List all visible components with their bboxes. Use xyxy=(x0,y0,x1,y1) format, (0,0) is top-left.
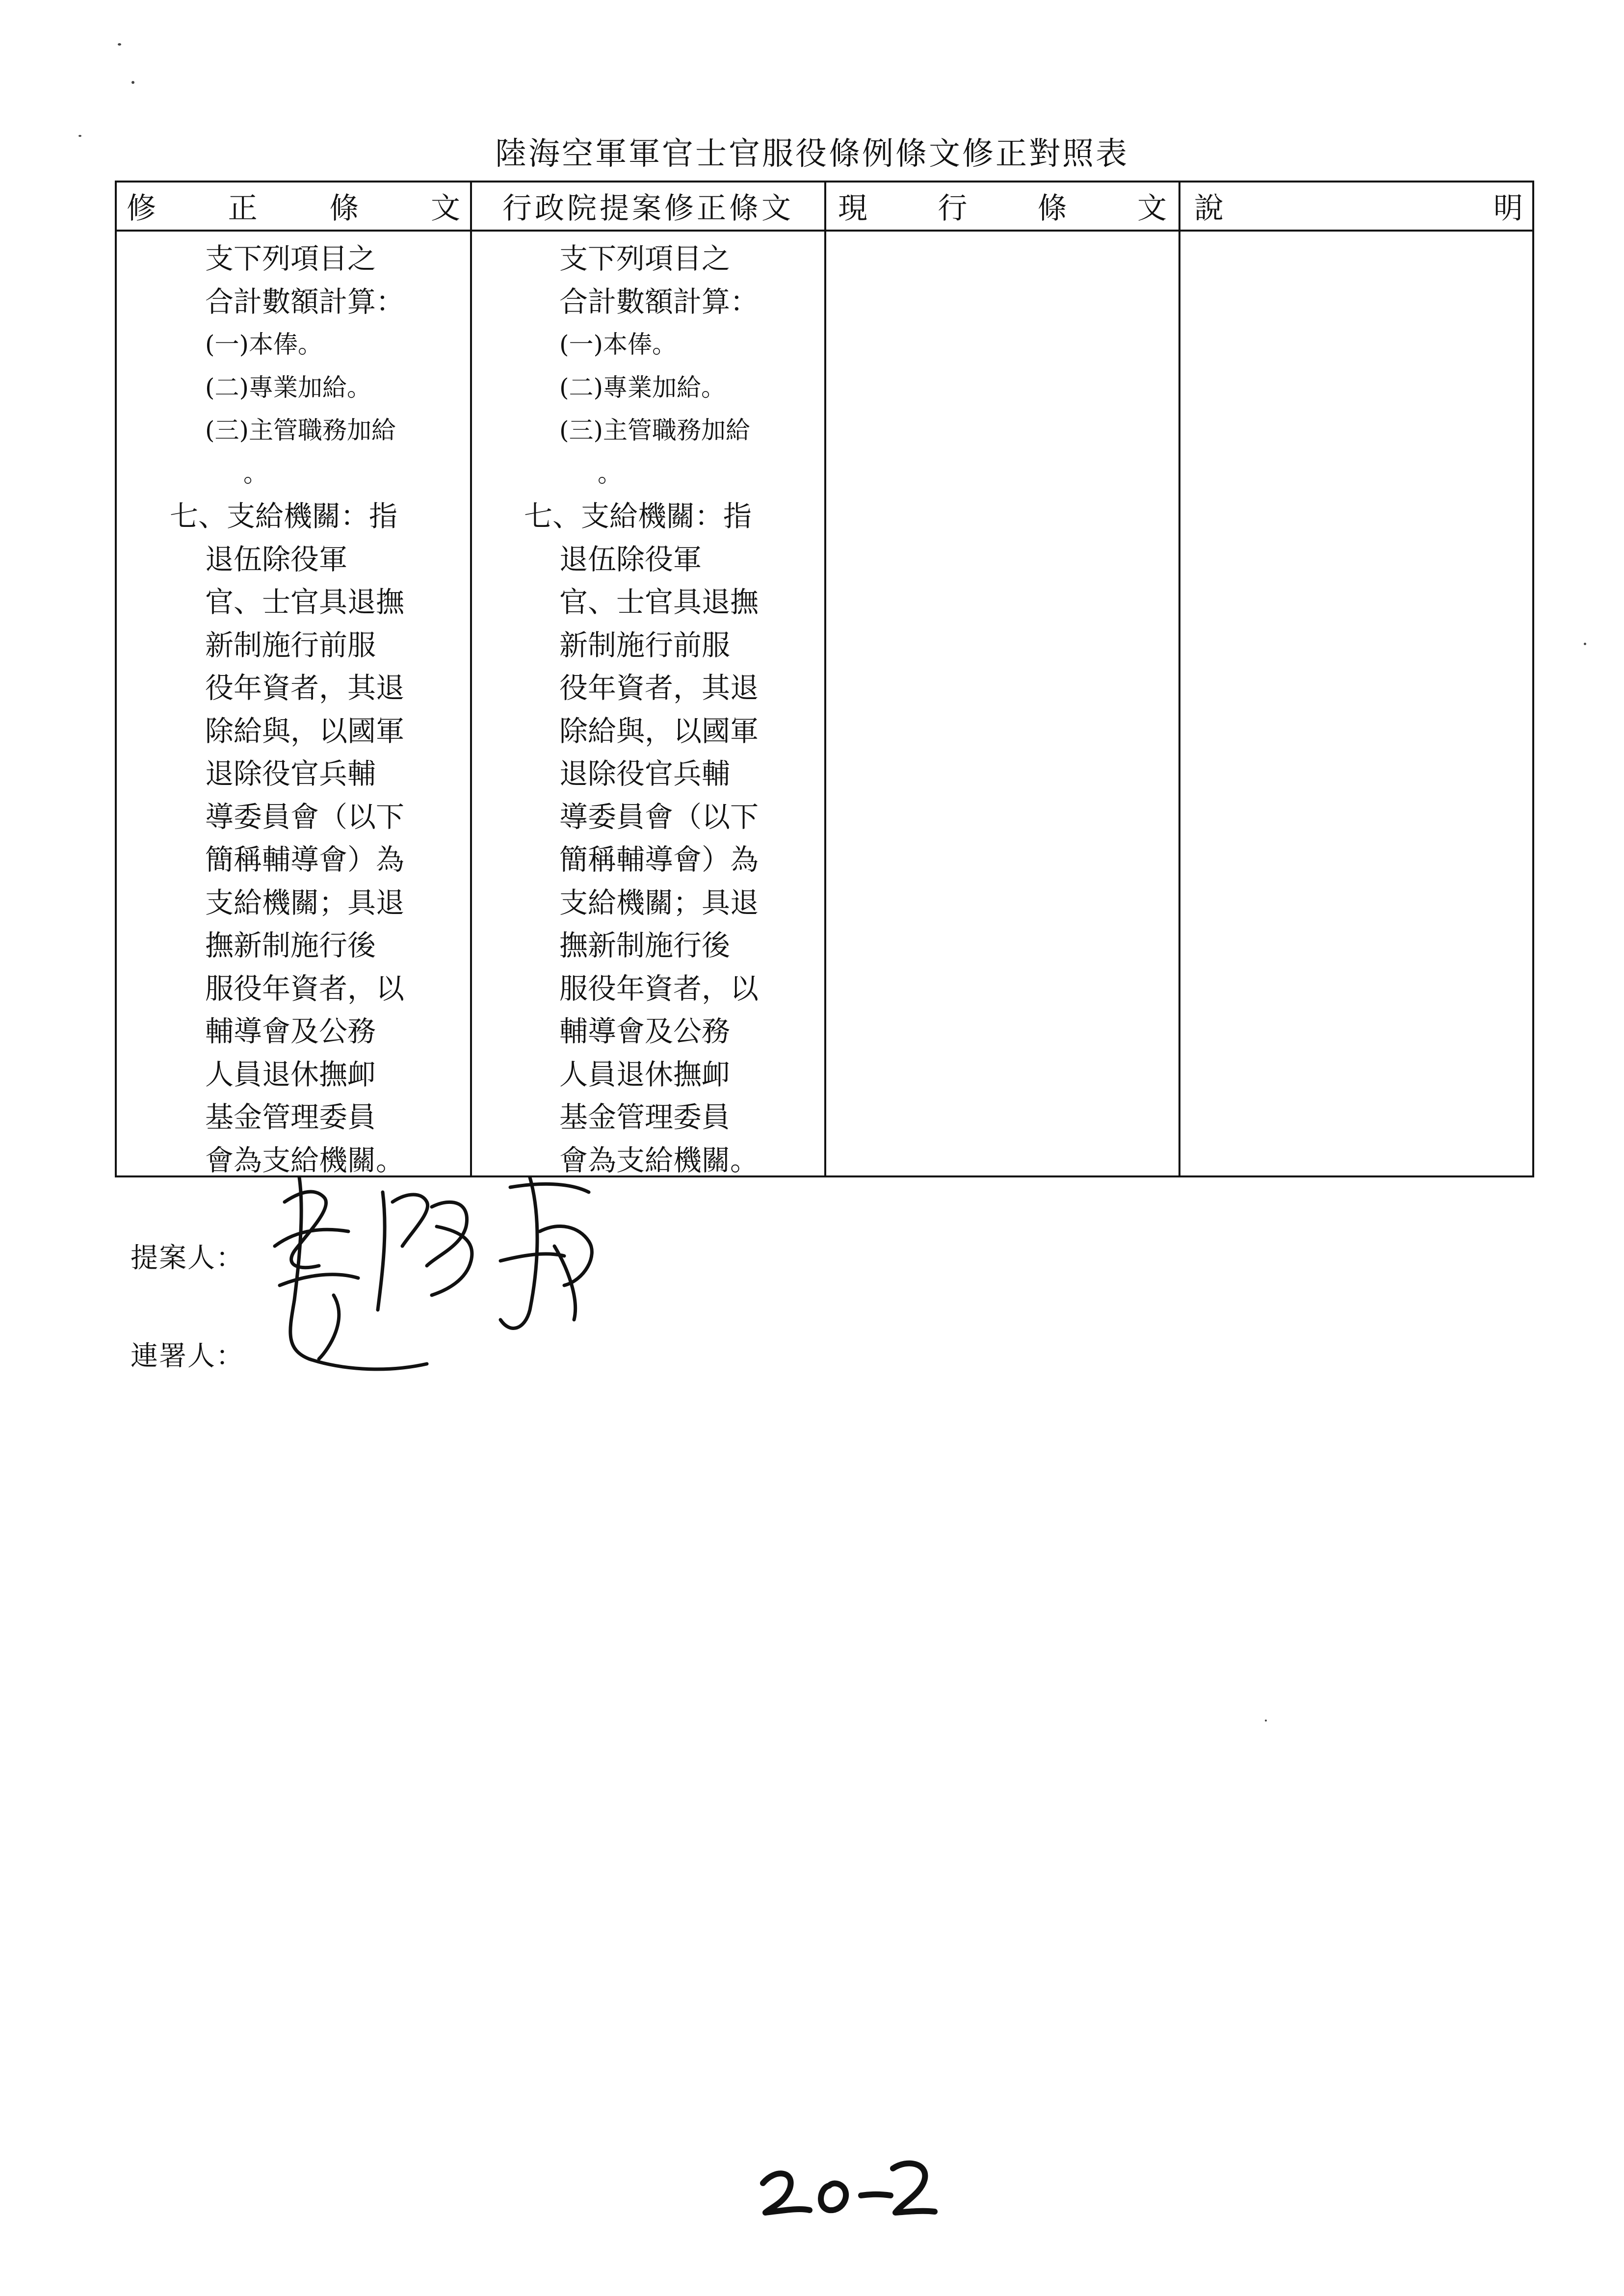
text-line: 支下列項目之 xyxy=(205,242,376,275)
text-line: 退伍除役軍 xyxy=(559,542,702,576)
scan-speck xyxy=(1584,643,1586,645)
text-line: 人員退休撫卹 xyxy=(205,1057,376,1091)
scan-speck xyxy=(1265,1720,1267,1722)
text-line: 基金管理委員 xyxy=(559,1100,731,1134)
handwritten-page-number xyxy=(756,2149,942,2227)
header-char: 正 xyxy=(228,191,258,226)
text-line: 支下列項目之 xyxy=(559,242,731,275)
header-char: 文 xyxy=(430,191,460,226)
header-char: 行 xyxy=(938,191,968,226)
text-line: 簡稱輔導會）為 xyxy=(559,843,759,876)
amended-article-text xyxy=(170,237,404,1182)
text-line: 撫新制施行後 xyxy=(205,929,376,962)
text-line: 服役年資者，以 xyxy=(205,971,405,1005)
header-char: 條 xyxy=(1037,191,1067,226)
text-line: 服役年資者，以 xyxy=(559,971,759,1005)
text-line: 七、支給機關：指 xyxy=(524,499,752,533)
text-line: 退除役官兵輔 xyxy=(559,757,731,790)
text-line: (二)專業加給。 xyxy=(205,373,372,402)
header-explanation xyxy=(1194,183,1523,230)
text-line: 輔導會及公務 xyxy=(559,1015,731,1048)
text-line: 支給機關；具退 xyxy=(559,886,759,919)
text-line: 導委員會（以下 xyxy=(559,800,759,834)
text-line: 退除役官兵輔 xyxy=(205,757,376,790)
text-line: 會為支給機關。 xyxy=(205,1143,405,1177)
scan-speck xyxy=(131,81,134,84)
header-divider xyxy=(117,230,1532,232)
document-title: 陸海空軍軍官士官服役條例條文修正對照表 xyxy=(495,136,1129,172)
text-line: 。 xyxy=(243,459,268,488)
text-line: 導委員會（以下 xyxy=(205,800,405,834)
text-line: 新制施行前服 xyxy=(559,628,731,662)
text-line: 。 xyxy=(598,459,622,488)
text-line: (一)本俸。 xyxy=(205,330,323,359)
cosigner-label: 連署人： xyxy=(131,1340,244,1372)
text-line: 役年資者，其退 xyxy=(205,671,405,704)
text-line: 簡稱輔導會）為 xyxy=(205,843,405,876)
header-current-article xyxy=(838,183,1167,230)
text-line: 合計數額計算： xyxy=(205,285,405,318)
executive-yuan-article-text xyxy=(524,237,759,1182)
scan-speck xyxy=(118,43,121,46)
header-char: 文 xyxy=(1137,191,1167,226)
header-executive-yuan-article xyxy=(479,183,817,230)
header-amended-article xyxy=(127,183,460,230)
header-char: 修 xyxy=(127,191,156,226)
text-line: 會為支給機關。 xyxy=(559,1143,759,1177)
text-line: 輔導會及公務 xyxy=(205,1015,376,1048)
header-label: 行政院提案修正條文 xyxy=(502,191,794,226)
text-line: 人員退休撫卹 xyxy=(559,1057,731,1091)
header-char: 說 xyxy=(1194,191,1224,226)
text-line: 合計數額計算： xyxy=(559,285,759,318)
text-line: (三)主管職務加給 xyxy=(559,416,751,444)
column-divider xyxy=(1179,183,1180,1175)
text-line: (二)專業加給。 xyxy=(559,373,726,402)
text-line: 新制施行前服 xyxy=(205,628,376,662)
header-char: 現 xyxy=(838,191,867,226)
text-line: (三)主管職務加給 xyxy=(205,416,396,444)
text-line: 基金管理委員 xyxy=(205,1100,376,1134)
column-divider xyxy=(470,183,472,1175)
header-char: 明 xyxy=(1493,191,1523,226)
comparison-table xyxy=(115,181,1534,1177)
scan-speck xyxy=(79,135,81,137)
text-line: 官、士官具退撫 xyxy=(559,585,759,619)
text-line: 退伍除役軍 xyxy=(205,542,348,576)
proposer-label: 提案人： xyxy=(131,1242,244,1274)
text-line: 撫新制施行後 xyxy=(559,929,731,962)
column-divider xyxy=(824,183,826,1175)
text-line: 除給與，以國軍 xyxy=(205,714,405,748)
handwritten-signature xyxy=(265,1173,756,1388)
text-line: 除給與，以國軍 xyxy=(559,714,759,748)
text-line: 支給機關；具退 xyxy=(205,886,405,919)
header-char: 條 xyxy=(329,191,359,226)
text-line: 官、士官具退撫 xyxy=(205,585,405,619)
text-line: 役年資者，其退 xyxy=(559,671,759,704)
text-line: 七、支給機關：指 xyxy=(170,499,398,533)
text-line: (一)本俸。 xyxy=(559,330,677,359)
